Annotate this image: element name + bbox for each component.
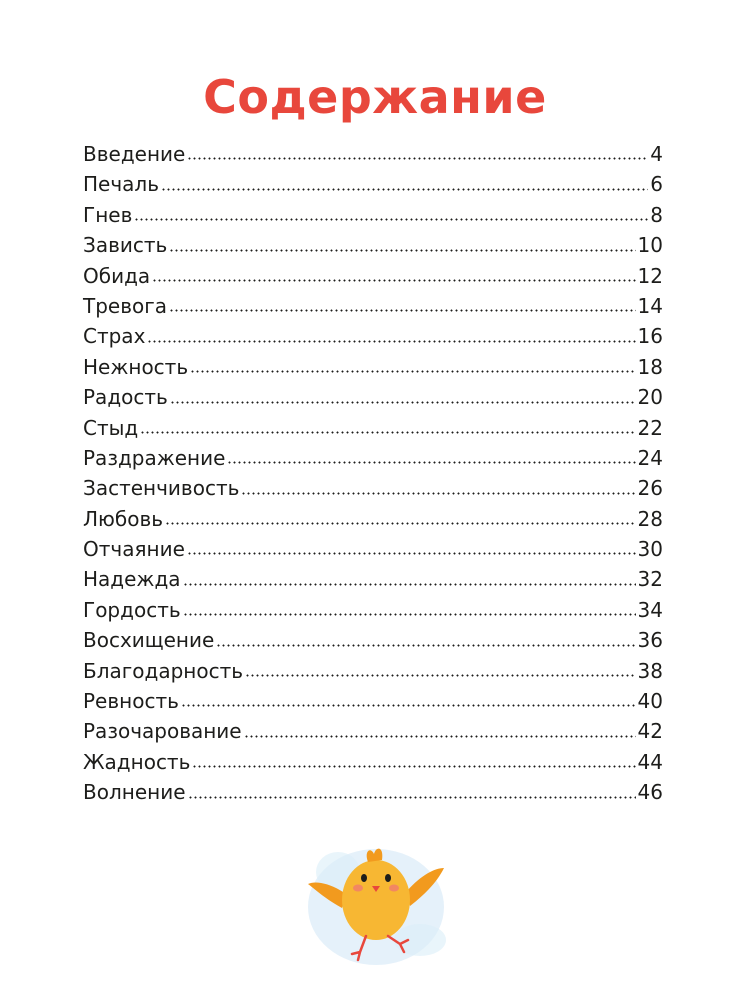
toc-entry [83, 352, 663, 382]
toc-entry-page: 14 [637, 293, 663, 318]
toc-entry-label: Печаль [83, 172, 159, 197]
toc-entry [83, 413, 663, 443]
toc-entry [83, 534, 663, 564]
toc-entry [83, 504, 663, 534]
toc-leader-dots [181, 704, 636, 707]
toc-entry-label: Ревность [83, 689, 179, 714]
toc-entry [83, 230, 663, 260]
chick-cheek-right [389, 885, 399, 892]
chick-body [342, 860, 410, 940]
splash-shape [394, 924, 446, 956]
toc-entry [83, 139, 663, 169]
toc-entry-page: 42 [637, 719, 663, 744]
toc-entry [83, 777, 663, 807]
toc-leader-dots [169, 309, 636, 312]
toc-entry-label: Страх [83, 324, 146, 349]
toc-entry-page: 34 [637, 597, 663, 622]
toc-leader-dots [188, 796, 636, 799]
toc-entry-label: Гордость [83, 597, 181, 622]
toc-entry [83, 443, 663, 473]
toc-entry-page: 36 [637, 628, 663, 653]
toc-entry-label: Зависть [83, 233, 168, 258]
toc-entry-page: 40 [637, 689, 663, 714]
toc-entry-page: 6 [650, 172, 663, 197]
toc-entry-page: 28 [637, 506, 663, 531]
toc-entry [83, 291, 663, 321]
toc-entry [83, 595, 663, 625]
toc-entry [83, 473, 663, 503]
toc-entry-label: Разочарование [83, 719, 242, 744]
toc-leader-dots [244, 735, 636, 738]
toc-leader-dots [161, 188, 648, 191]
toc-entry-page: 10 [637, 233, 663, 258]
toc-entry [83, 261, 663, 291]
chick-illustration [298, 832, 458, 972]
toc-entry-page: 18 [637, 354, 663, 379]
toc-leader-dots [241, 492, 635, 495]
chick-eye-right [385, 874, 391, 882]
toc-leader-dots [190, 370, 635, 373]
toc-entry [83, 747, 663, 777]
toc-entry [83, 564, 663, 594]
toc-leader-dots [169, 249, 635, 252]
toc-entry-page: 12 [637, 263, 663, 288]
toc-leader-dots [216, 644, 635, 647]
table-of-contents [83, 139, 663, 808]
toc-entry-label: Любовь [83, 506, 164, 531]
chick-eye-left [361, 874, 367, 882]
toc-leader-dots [170, 401, 636, 404]
toc-entry-label: Введение [83, 142, 186, 166]
toc-entry-label: Стыд [83, 415, 139, 440]
toc-entry-label: Отчаяние [83, 537, 185, 562]
toc-leader-dots [187, 552, 636, 555]
toc-entry-page: 20 [637, 385, 663, 410]
toc-entry [83, 200, 663, 230]
toc-entry-label: Жадность [83, 749, 191, 774]
toc-entry-page: 4 [650, 142, 663, 166]
toc-entry-page: 32 [637, 567, 663, 592]
toc-leader-dots [192, 765, 635, 768]
toc-entry [83, 625, 663, 655]
toc-entry-page: 26 [637, 476, 663, 501]
toc-leader-dots [227, 461, 635, 464]
toc-entry-label: Радость [83, 385, 168, 410]
toc-entry-page: 30 [637, 537, 663, 562]
toc-entry-label: Надежда [83, 567, 181, 592]
toc-leader-dots [134, 218, 648, 221]
toc-entry-page: 24 [637, 445, 663, 470]
toc-entry [83, 169, 663, 199]
toc-entry-label: Гнев [83, 202, 133, 227]
toc-entry [83, 686, 663, 716]
toc-entry-page: 44 [637, 749, 663, 774]
toc-leader-dots [183, 613, 636, 616]
toc-leader-dots [147, 340, 635, 343]
toc-entry-label: Нежность [83, 354, 189, 379]
toc-leader-dots [152, 279, 635, 282]
toc-entry-label: Раздражение [83, 445, 226, 470]
toc-entry-page: 8 [650, 202, 663, 227]
toc-entry-label: Волнение [83, 780, 186, 805]
toc-entry-page: 22 [637, 415, 663, 440]
toc-leader-dots [183, 583, 636, 586]
toc-entry [83, 656, 663, 686]
toc-entry-label: Застенчивость [83, 476, 240, 501]
toc-entry-label: Благодарность [83, 658, 244, 683]
toc-entry [83, 382, 663, 412]
toc-entry-label: Тревога [83, 293, 168, 318]
toc-leader-dots [165, 522, 636, 525]
toc-leader-dots [245, 674, 636, 677]
toc-entry-label: Обида [83, 263, 151, 288]
page-title: Содержание [203, 70, 547, 124]
toc-entry-page: 38 [637, 658, 663, 683]
toc-entry [83, 716, 663, 746]
toc-leader-dots [140, 431, 635, 434]
toc-entry [83, 321, 663, 351]
toc-entry-page: 16 [637, 324, 663, 349]
toc-leader-dots [187, 157, 648, 160]
chick-cheek-left [353, 885, 363, 892]
toc-entry-page: 46 [637, 780, 663, 805]
toc-entry-label: Восхищение [83, 628, 215, 653]
